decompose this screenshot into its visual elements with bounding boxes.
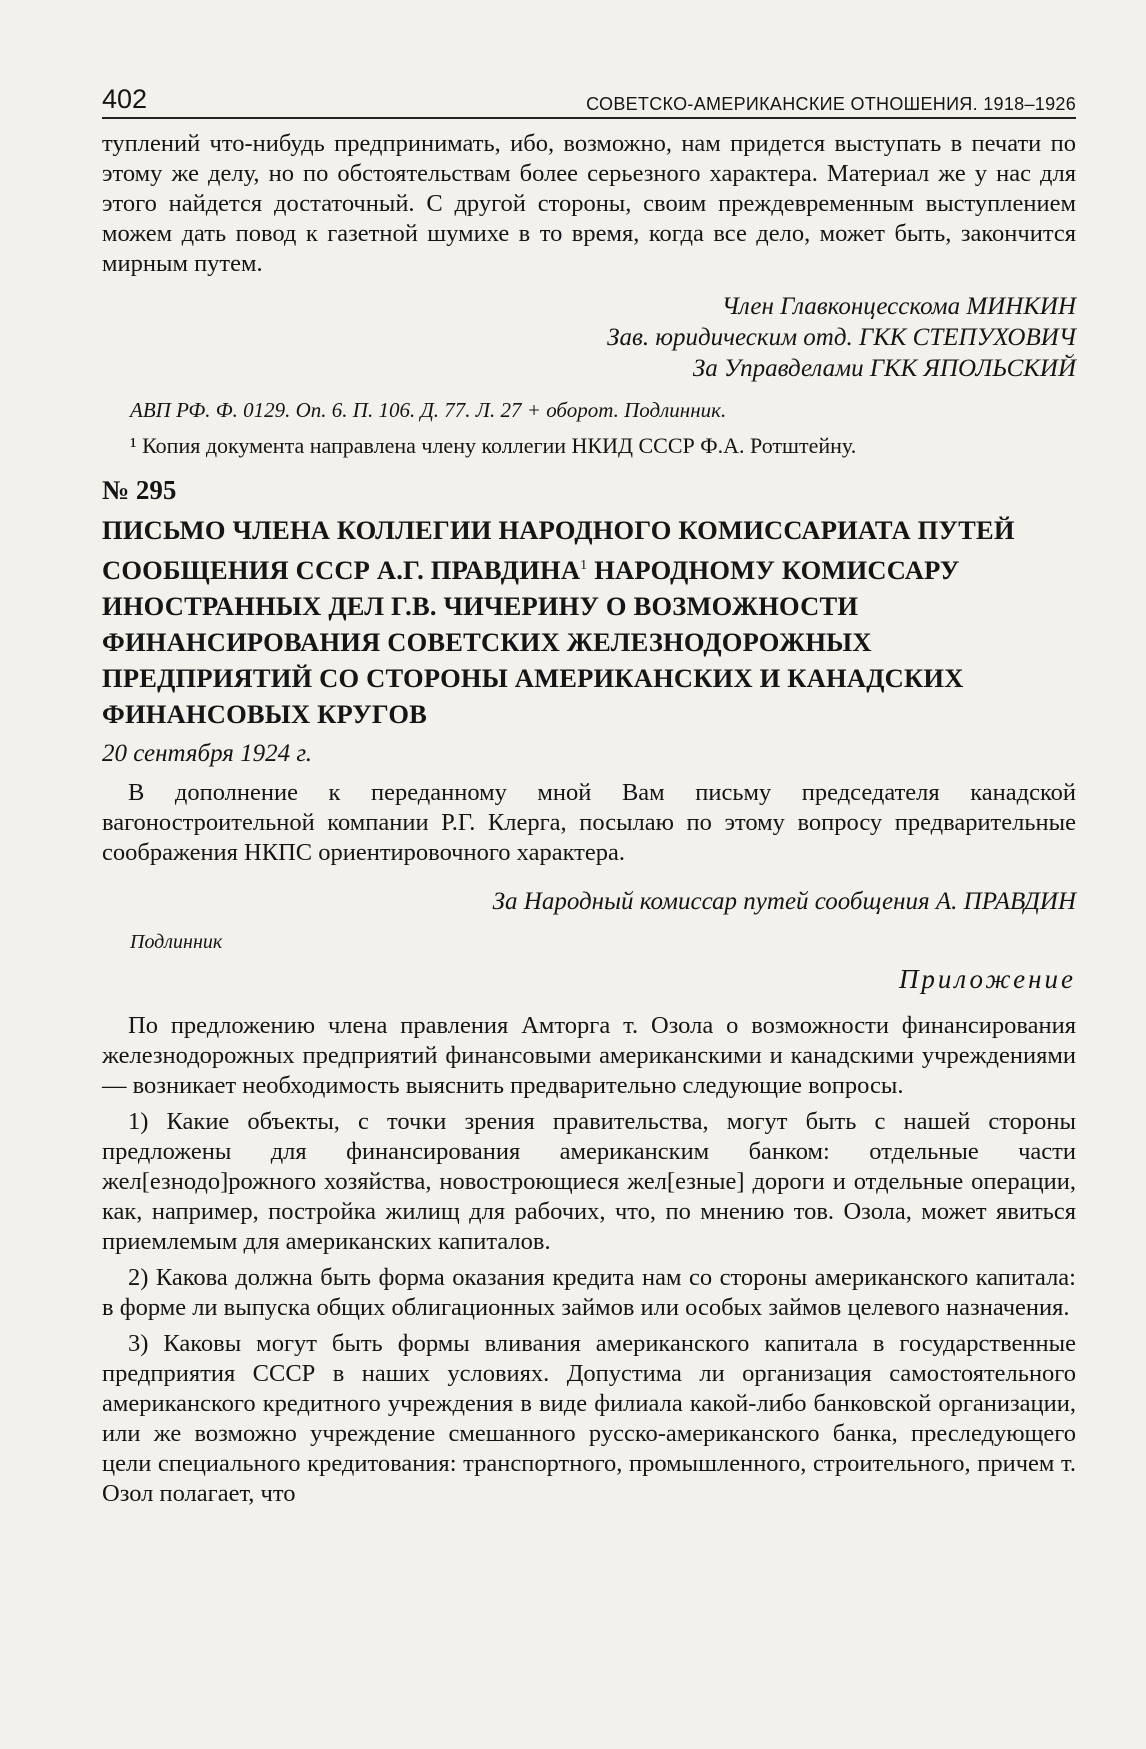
title-footnote-mark: 1 [580,558,588,573]
original-label: Подлинник [130,930,223,953]
running-title: СОВЕТСКО-АМЕРИКАНСКИЕ ОТНОШЕНИЯ. 1918–1926 [586,94,1076,114]
signature-pravdin: За Народный комиссар путей сообщения А. ПРАВДИН [492,887,1076,915]
footnote: ¹ Копия документа направлена члену коллегии НКИД СССР Ф.А. Ротштейну. [130,433,857,458]
running-head [102,84,1076,119]
signature-minkin: Член Главконцесскома МИНКИН [721,293,1076,320]
signature-yapolsky: За Управделами ГКК ЯПОЛЬСКИЙ [692,355,1076,382]
appendix-question-2: 2) Какова должна быть форма оказания кредита нам со стороны американского капитала: в форме ли выпуска общих облигационных займов или особых займов целевого назначения. [102,1263,1076,1321]
document-number: № 295 [102,475,177,505]
document-title [102,512,1076,732]
signature-stepukhovich: Зав. юридическим отд. ГКК СТЕПУХОВИЧ [607,324,1076,351]
document-date: 20 сентября 1924 г. [102,739,313,767]
document-title-part-1: ПИСЬМО ЧЛЕНА КОЛЛЕГИИ НАРОДНОГО КОМИССАРИАТА ПУТЕЙ СООБЩЕНИЯ СССР А.Г. ПРАВДИНА [102,515,1015,585]
appendix-question-1: 1) Какие объекты, с точки зрения правительства, могут быть с нашей стороны предложены для финансирования американским банком: отдельные части жел[езнодо]рожного хозяйства, новостроющиеся жел[езные] дороги и отдельные операции, как, например, постройка жилищ для рабочих, что, по мнению тов. Озола, может явиться приемлемым для американских капиталов. [102,1107,1076,1255]
appendix-question-3: 3) Каковы могут быть формы вливания американского капитала в государственные предприятия СССР в наших условиях. Допустима ли организация самостоятельного американского кредитного учреждения в виде филиала какой-либо банковской организации, или же возможно учреждение смешанного русско-американского банка, преследующего цели специального кредитования: транспортного, промышленного, строительного, причем т. Озол полагает, что [102,1329,1076,1507]
continuation-paragraph: туплений что-нибудь предпринимать, ибо, возможно, нам придется выступать в печати по этому же делу, но по обстоятельствам более серьезного характера. Материал же у нас для этого найдется достаточный. С другой стороны, своим преждевременным выступлением можем дать повод к газетной шумихе в то время, когда все дело, может быть, закончится мирным путем. [102,130,1076,277]
page-number: 402 [102,84,148,114]
document-title-part-2: НАРОДНОМУ КОМИССАРУ ИНОСТРАННЫХ ДЕЛ Г.В. ЧИЧЕРИНУ О ВОЗМОЖНОСТИ ФИНАНСИРОВАНИЯ СОВЕТСКИХ ЖЕЛЕЗНОДОРОЖНЫХ ПРЕДПРИЯТИЙ СО СТОРОНЫ АМЕРИКАНСКИХ И КАНАДСКИХ ФИНАНСОВЫХ КРУГОВ [102,554,964,729]
letter-body: В дополнение к переданному мной Вам письму председателя канадской вагоностроительной компании Р.Г. Клерга, посылаю по этому вопросу предварительные соображения НКПС ориентировочного характера. [102,778,1076,866]
archive-source-note: АВП РФ. Ф. 0129. Оп. 6. П. 106. Д. 77. Л. 27 + оборот. Подлинник. [130,398,727,422]
appendix-heading: Приложение [898,963,1076,994]
appendix-intro: По предложению члена правления Амторга т. Озола о возможности финансирования железнодорожных предприятий финансовыми американскими и канадскими учреждениями — возникает необходимость выяснить предварительно следующие вопросы. [102,1011,1076,1099]
